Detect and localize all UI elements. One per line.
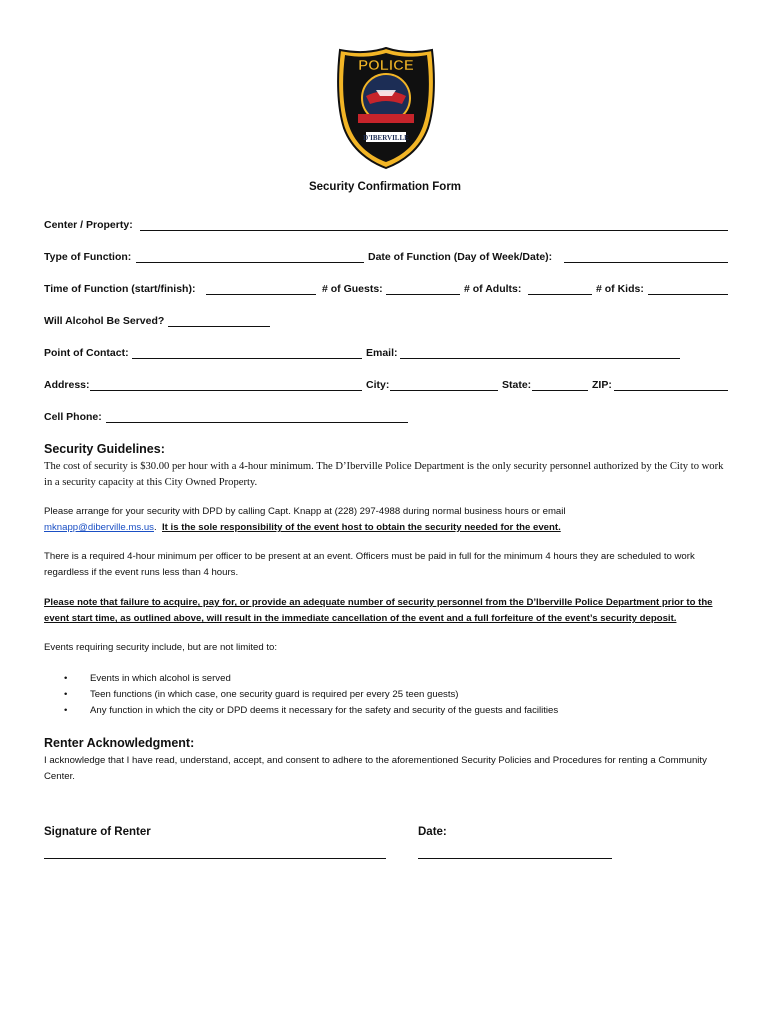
city-label: City: xyxy=(366,379,390,391)
num-guests-field[interactable] xyxy=(386,294,460,295)
signature-of-renter-field[interactable] xyxy=(44,858,386,859)
function-time-row xyxy=(44,283,728,297)
time-of-function-field[interactable] xyxy=(206,294,316,295)
list-item: • Teen functions (in which case, one security guard is required per every 25 teen guests) xyxy=(64,687,558,703)
signature-of-renter-label: Signature of Renter xyxy=(44,826,151,838)
badge-top-text: POLICE xyxy=(358,57,414,74)
minimum-hours-paragraph: There is a required 4-hour minimum per officer to be present at an event. Officers must be paid in full for the minimum 4 hours they are scheduled to work regardless if the event runs less than 4 hours. xyxy=(44,551,695,578)
cell-phone-row xyxy=(44,411,728,425)
function-type-row xyxy=(44,251,728,265)
alcohol-row xyxy=(44,315,728,329)
cancellation-warning-paragraph: Please note that failure to acquire, pay for, or provide an adequate number of security personnel from the D’Iberville Police Department prior to the event start time, as outlined above, will result in the immediate cancellation of the event and a full forfeiture of the event’s security deposit. xyxy=(44,597,713,624)
center-property-row xyxy=(44,219,728,233)
zip-field[interactable] xyxy=(614,390,728,391)
renter-acknowledgment-heading: Renter Acknowledgment: xyxy=(44,736,195,750)
email-field[interactable] xyxy=(400,358,680,359)
city-field[interactable] xyxy=(390,390,498,391)
alcohol-label: Will Alcohol Be Served? xyxy=(44,315,165,327)
list-item: • Events in which alcohol is served xyxy=(64,671,558,687)
center-property-label: Center / Property: xyxy=(44,219,133,231)
cell-phone-label: Cell Phone: xyxy=(44,411,102,423)
num-guests-label: # of Guests: xyxy=(322,283,383,295)
zip-label: ZIP: xyxy=(592,379,612,391)
address-row xyxy=(44,379,728,393)
arrange-security-text: Please arrange for your security with DPD by calling Capt. Knapp at (228) 297-4988 during normal business hours or email xyxy=(44,506,566,517)
police-badge-logo xyxy=(336,46,436,170)
center-property-field[interactable] xyxy=(140,230,728,231)
contact-row xyxy=(44,347,728,361)
cell-phone-field[interactable] xyxy=(106,422,408,423)
num-adults-field[interactable] xyxy=(528,294,592,295)
point-of-contact-field[interactable] xyxy=(132,358,362,359)
arrange-security-paragraph xyxy=(44,504,728,536)
num-kids-field[interactable] xyxy=(648,294,728,295)
state-field[interactable] xyxy=(532,390,588,391)
security-guidelines-heading: Security Guidelines: xyxy=(44,442,165,456)
arrange-period: . xyxy=(153,522,157,533)
type-of-function-field[interactable] xyxy=(136,262,364,263)
date-of-function-label: Date of Function (Day of Week/Date): xyxy=(368,251,553,263)
form-title: Security Confirmation Form xyxy=(308,181,462,193)
list-item: • Any function in which the city or DPD deems it necessary for the safety and security of the guests and facilities xyxy=(64,703,558,719)
security-cost-paragraph: The cost of security is $30.00 per hour with a 4-hour minimum. The D’Iberville Police Department is the only security personnel authorized by the City to work in a security capacity at this City Owned Property. xyxy=(44,461,724,488)
signature-date-label: Date: xyxy=(418,826,447,838)
address-field[interactable] xyxy=(90,390,362,391)
email-label: Email: xyxy=(366,347,398,359)
alcohol-field[interactable] xyxy=(168,326,270,327)
signature-date-field[interactable] xyxy=(418,858,612,859)
renter-acknowledgment-text: I acknowledge that I have read, understand, accept, and consent to adhere to the aforementioned Security Policies and Procedures for renting a Community Center. xyxy=(44,755,707,782)
time-of-function-label: Time of Function (start/finish): xyxy=(44,283,196,295)
state-label: State: xyxy=(502,379,532,391)
num-kids-label: # of Kids: xyxy=(596,283,644,295)
badge-city-text: D'IBERVILLE xyxy=(363,134,409,142)
date-of-function-field[interactable] xyxy=(564,262,728,263)
num-adults-label: # of Adults: xyxy=(464,283,522,295)
events-intro-text: Events requiring security include, but are not limited to: xyxy=(44,642,278,653)
host-responsibility-text: It is the sole responsibility of the event host to obtain the security needed for the event. xyxy=(162,522,561,533)
events-list xyxy=(64,671,558,719)
address-label: Address: xyxy=(44,379,90,391)
email-link[interactable]: mknapp@diberville.ms.us xyxy=(44,522,154,533)
point-of-contact-label: Point of Contact: xyxy=(44,347,129,359)
type-of-function-label: Type of Function: xyxy=(44,251,132,263)
